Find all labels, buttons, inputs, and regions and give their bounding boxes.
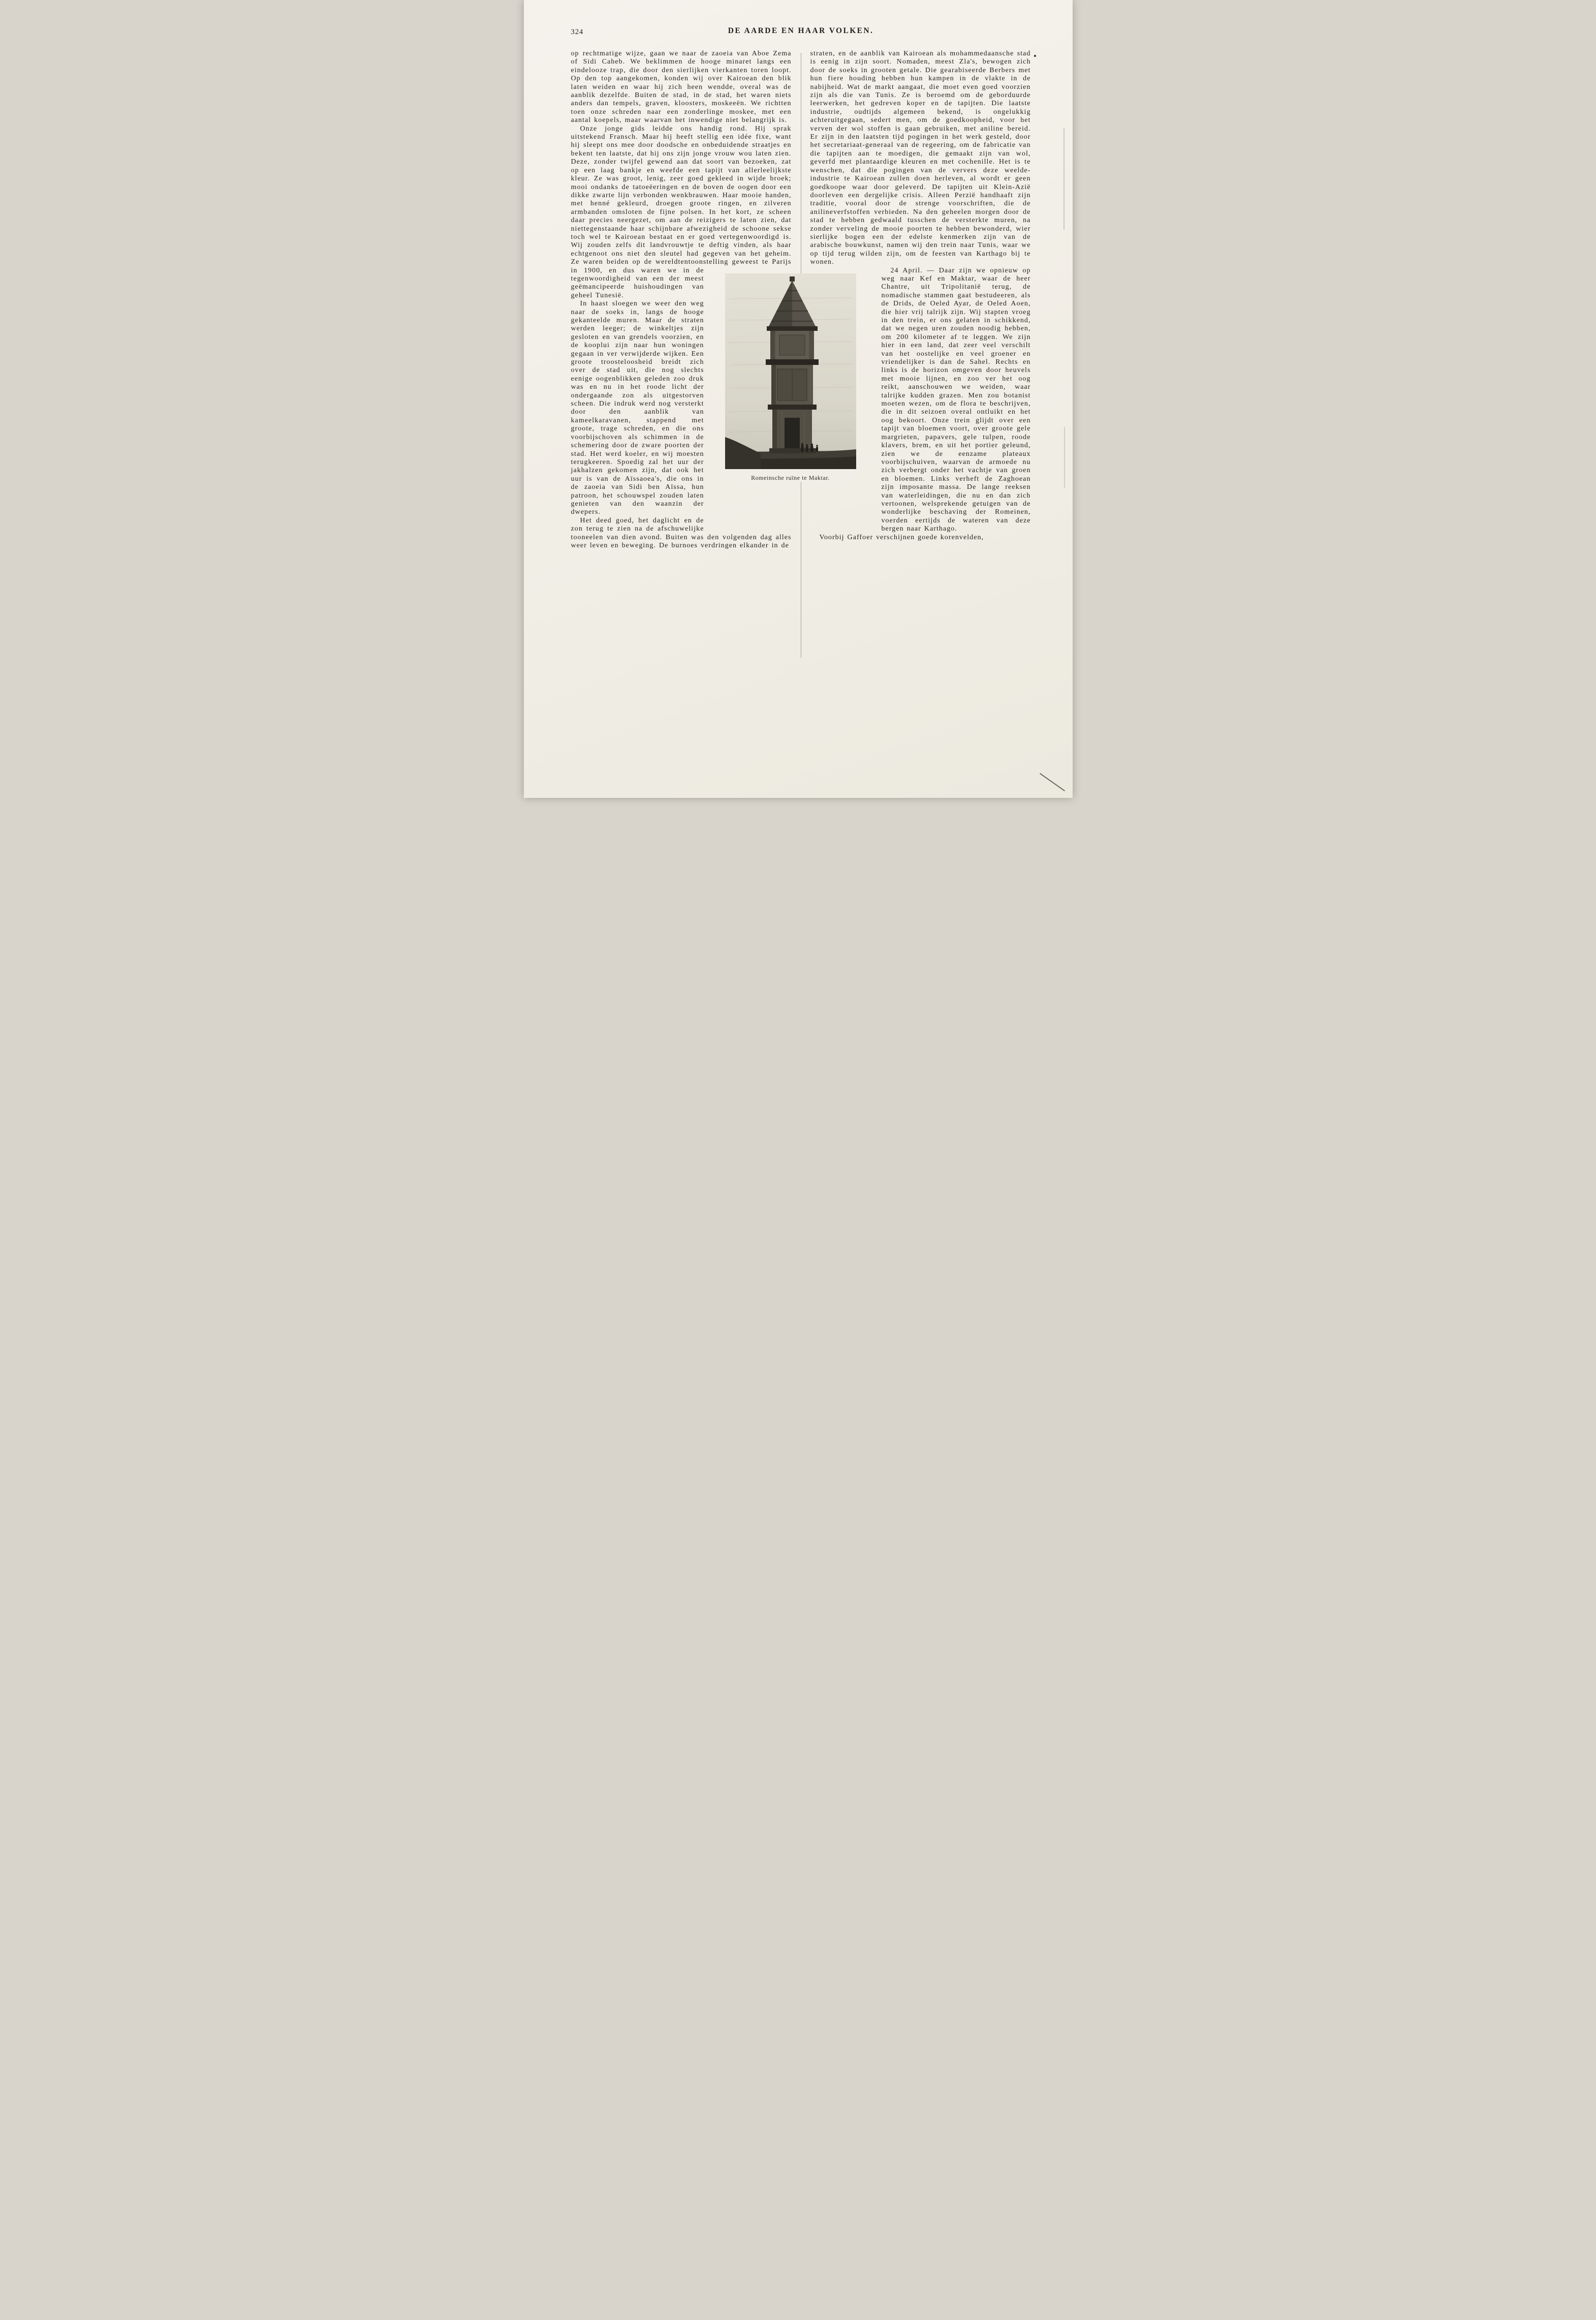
paragraph: straten, en de aanblik van Kairoean als mohammedaansche stad is eenig in zijn soort. Nomaden, meest Zla's, bewogen zich door de soeks in grooten getale. Die gearabiseerde Berbers met hun fiere houding hebben hun kampen in de vlakte in de nabijheid. Wat de markt aangaat, die moet even goed voorzien zijn als die van Tunis. Ze is beroemd om de geborduurde leerwerken, het gedreven koper en de tapijten. Die laatste industrie, oudtijds algemeen bekend, is ongelukkig achteruitgegaan, sedert men, om de goedkoopheid, voor het verven der wol stoffen is gaan gebruiken, met aniline bereid. Er zijn in den laatsten tijd pogingen in het werk gesteld, door het secretariaat-generaal van de regeering, om de fabricatie van die tapijten aan te moedigen, die gemaakt zijn van wol, geverfd met plantaardige kleuren en met cochenille. Het is te wenschen, dat die pogingen van de ververs deze weelde-industrie te Kairoean zullen doen herleven, al wordt er geen goedkoope waar door geleverd. De tapijten uit Klein-Azië doorleven een dergelijke crisis. Alleen Perzië handhaaft zijn traditie, vooral door de strenge voorschriften, die de anilineverfstoffen verbieden. Na den geheelen morgen door de stad te hebben gedwaald tusschen de versterkte muren, na zonder verveling de mooie poorten te hebben bewonderd, wier sierlijke bogen een der edelste kenmerken zijn van de arabische bouwkunst, namen wij den trein naar Tunis, waar we op tijd terug wilden zijn, om de feesten van Karthago bij te wonen. (810, 50, 1031, 266)
page-edge-mark (1064, 427, 1065, 488)
paragraph: In haast sloegen we weer den weg naar de soeks in, langs de hooge gekanteelde muren. Maar de straten werden leeger; de winkeltjes zijn gesloten en van grendels voorzien, en de kooplui zijn naar hun woningen gegaan in ver verwijderde wijken. Een groote troosteloosheid breidt zich over de stad uit, die nog slechts eenige oogenblikken geleden zoo druk was en nu in het roode licht der ondergaande zon als uitgestorven scheen. Die indruk werd nog versterkt door den aanblik van kameelkaravanen, stappend met groote, trage schreden, en die ons voorbijschoven als schimmen in de schemering door de zware poorten der stad. Het werd koeler, en wij moesten terugkeeren. Spoedig zal het uur der jakhalzen gekomen zijn, dat ook het uur is van de Aïssaoea's, die ons in de zaoeia van Sidi ben Aïssa, hun patroon, het schouwspel zouden laten genieten van den waanzin der dwepers. (571, 300, 704, 516)
figure-caption: Romeinsche ruïne te Maktar. (751, 474, 830, 481)
ink-spot-artifact (1034, 55, 1036, 57)
page-header-title: DE AARDE EN HAAR VOLKEN. (728, 26, 874, 35)
paragraph: Onze jonge gids leidde ons handig rond. Hij sprak uitstekend Fransch. Maar hij heeft stellig een idée fixe, want hij sleept ons mee door doodsche en onbeduidende straatjes en bekent ten laatste, dat hij ons zijn jonge vrouw wou laten zien. Deze, zonder twijfel gewend aan dat soort van bezoeken, zat op een laag bankje en weefde een tapijt van allerleelijkste kleur. Ze was groot, lenig, zeer goed gekleed in wijde broek; mooi ondanks de tatoeëeringen en de boven de oogen door een dikke zwarte lijn verbonden wenkbrauwen. Haar mooie handen, met henné gekleurd, droegen groote ringen, en zilveren armbanden omsloten de fijne polsen. In het kort, ze scheen daar precies neergezet, om aan de reizigers te laten zien, dat niettegenstaande haar schijnbare afwezigheid de schoone sekse toch wel te Kairoean bestaat en er goed vertegenwoordigd is. Wij zouden zelfs dit landvrouwtje te deftig vinden, als haar echtgenoot ons niet den sleutel had gegeven van het geheim. Ze waren beiden op de wereldtentoonstelling geweest te Parijs in 1900, en dus waren we in de tegenwoordigheid van een der meest geëmancipeerde huishoudingen van geheel Tunesië. (571, 125, 792, 299)
page-number: 324 (571, 28, 584, 36)
paragraph: Het deed goed, het daglicht en de zon terug te zien na de afschuwelijke tooneelen van dien avond. Buiten was den volgenden dag alles weer leven en beweging. De burnoes verdringen elkander in de (571, 516, 792, 549)
paragraph: op rechtmatige wijze, gaan we naar de zaoeia van Aboe Zema of Sidi Caheb. We beklimmen de hooge minaret langs een eindelooze trap, die door den sierlijken vierkanten toren loopt. Op den top aangekomen, konden wij over Kairoean den blik laten weiden en waar hij zich heen wendde, overal was de aanblik dezelfde. Buiten de stad, in de stad, het waren niets anders dan tempels, graven, kloosters, moskeeën. We richtten toen onze schreden naar een zonderlinge moskee, met een aantal koepels, maar waarvan het inwendige niet belangrijk is. (571, 50, 792, 125)
paragraph: Voorbij Gaffoer verschijnen goede korenvelden, (819, 533, 984, 541)
page-header (571, 26, 1031, 40)
paragraph: 24 April. — Daar zijn we opnieuw op weg naar Kef en Maktar, waar de heer Chantre, uit Tripolitanië terug, de nomadische stammen gaat bestudeeren, als de Drids, de Oeled Ayar, de Oeled Aoen, die hier vrij talrijk zijn. Wij stapten vroeg in den trein, er ons gelaten in schikkend, dat we negen uren zouden noodig hebben, om 200 kilometer af te leggen. We zijn hier in een land, dat zeer veel verschilt van het oostelijke en veel groener en vriendelijker is dan de Sahel. Rechts en links is de horizon omgeven door heuvels met mooie lijnen, en zoo ver het oog reikt, aanschouwen we weiden, waar talrijke kudden grazen. Men zou botanist moeten wezen, om de flora te beschrijven, die in dit seizoen overal ontluikt en het oog bekoort. Onze trein glijdt over een tapijt van bloemen voort, over groote gele margrieten, papavers, gele tulpen, roode klavers, brem, en uit het portier geleund, zien we de eenzame plateaux voorbijschuiven, waarvan de armoede nu zich verbergt onder het vachtje van groen en bloemen. Links verheft de Zaghoean zijn imposante massa. De lange reeksen van waterleidingen, die nu en dan zich vertoonen, welsprekende getuigen van de wonderlijke beschaving der Romeinen, voerden eertijds de wateren van deze bergen naar Karthago. (881, 266, 1031, 533)
scanned-book-page (524, 0, 1073, 798)
scan-scratch-artifact (1039, 773, 1065, 791)
figure-roman-ruin (725, 273, 856, 482)
page-edge-mark (1063, 128, 1065, 230)
ruin-engraving-illustration (725, 273, 856, 469)
